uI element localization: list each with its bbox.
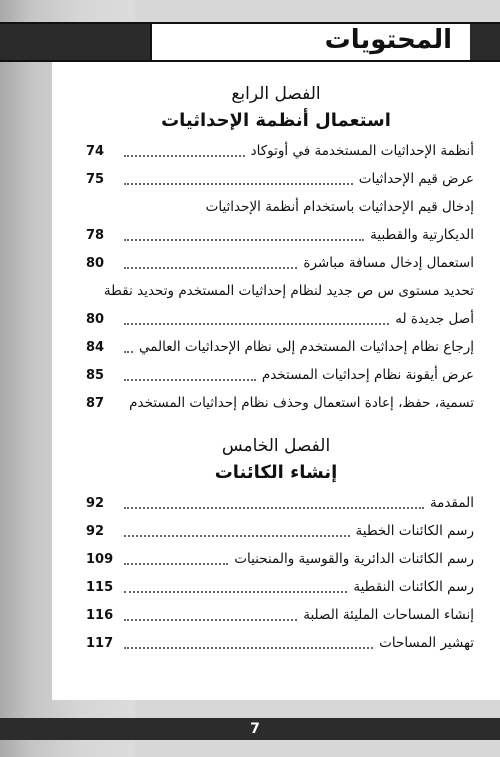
toc-entry-title: رسم الكائنات النقطية — [353, 579, 474, 595]
header-title-box — [150, 22, 470, 62]
page-title: المحتويات — [324, 25, 452, 55]
toc-entry-title: المقدمة — [429, 495, 474, 511]
dot-leader — [124, 155, 245, 157]
page-number: 7 — [250, 721, 260, 737]
dot-leader — [124, 239, 364, 241]
toc-entry-title: تهشير المساحات — [379, 635, 474, 651]
chapter-title: استعمال أنظمة الإحداثيات — [161, 110, 391, 131]
toc-entry-title: تحديد مستوى س ص جديد لنظام إحداثيات المستخدم وتحديد نقطة — [103, 283, 474, 299]
toc-entry-title: عرض أيقونة نظام إحداثيات المستخدم — [261, 367, 474, 383]
toc-entry-title: أنظمة الإحداثيات المستخدمة في أوتوكاد — [250, 143, 474, 159]
toc-entry[interactable] — [86, 520, 474, 542]
toc-entry-page: 109 — [86, 551, 114, 567]
toc-entry-page: 115 — [86, 579, 114, 595]
toc-entry-title: أصل جديدة له — [395, 311, 474, 327]
toc-entry[interactable] — [86, 392, 474, 414]
toc-entry-title: إدخال قيم الإحداثيات باستخدام أنظمة الإحداثيات — [205, 199, 474, 215]
dot-leader — [124, 619, 297, 621]
dot-leader — [124, 591, 347, 593]
dot-leader — [124, 507, 424, 509]
dot-leader — [124, 267, 297, 269]
dot-leader — [124, 647, 373, 649]
toc-entry[interactable] — [86, 196, 474, 218]
toc-entry-title: استعمال إدخال مسافة مباشرة — [303, 255, 474, 271]
dot-leader — [124, 563, 228, 565]
toc-entry-title: تسمية، حفظ، إعادة استعمال وحذف نظام إحداثيات المستخدم — [129, 395, 474, 411]
toc-entry-page: 74 — [86, 143, 105, 159]
chapter-title: إنشاء الكائنات — [214, 462, 338, 483]
toc-entry-page: 116 — [86, 607, 114, 623]
toc-entry-page: 80 — [86, 311, 105, 327]
dot-leader — [124, 183, 353, 185]
toc-entry[interactable] — [86, 604, 474, 626]
toc-entry[interactable] — [86, 548, 474, 570]
toc-entry[interactable] — [86, 364, 474, 386]
toc-entry-page: 117 — [86, 635, 114, 651]
dot-leader — [124, 535, 350, 537]
toc-entry-title: رسم الكائنات الدائرية والقوسية والمنحنيات — [234, 551, 474, 567]
dot-leader — [124, 379, 256, 381]
toc-entry-page: 78 — [86, 227, 105, 243]
toc-entry[interactable] — [86, 492, 474, 514]
chapter-label: الفصل الخامس — [221, 436, 331, 456]
toc-entry-page: 85 — [86, 367, 105, 383]
toc-entry[interactable] — [86, 224, 474, 246]
toc-entry[interactable] — [86, 140, 474, 162]
toc-entry[interactable] — [86, 336, 474, 358]
toc-entry-page: 75 — [86, 171, 105, 187]
toc-entry[interactable] — [86, 308, 474, 330]
chapter-label: الفصل الرابع — [231, 84, 321, 104]
toc-entry-page: 92 — [86, 523, 105, 539]
dot-leader — [124, 323, 389, 325]
toc-entry-page: 84 — [86, 339, 105, 355]
toc-entry-title: إنشاء المساحات المليئة الصلبة — [303, 607, 474, 623]
toc-entry[interactable] — [86, 632, 474, 654]
toc-entry-title: رسم الكائنات الخطية — [355, 523, 474, 539]
toc-entry-title: إرجاع نظام إحداثيات المستخدم إلى نظام الإحداثيات العالمي — [138, 339, 474, 355]
toc-entry-page: 80 — [86, 255, 105, 271]
toc-entry-page: 92 — [86, 495, 105, 511]
toc-entry[interactable] — [86, 280, 474, 302]
toc-entry-page: 87 — [86, 395, 105, 411]
dot-leader — [124, 351, 133, 353]
toc-entry-title: عرض قيم الإحداثيات — [358, 171, 474, 187]
toc-entry[interactable] — [86, 576, 474, 598]
toc-entry[interactable] — [86, 252, 474, 274]
toc-entry-title: الديكارتية والقطبية — [370, 227, 474, 243]
toc-entry[interactable] — [86, 168, 474, 190]
